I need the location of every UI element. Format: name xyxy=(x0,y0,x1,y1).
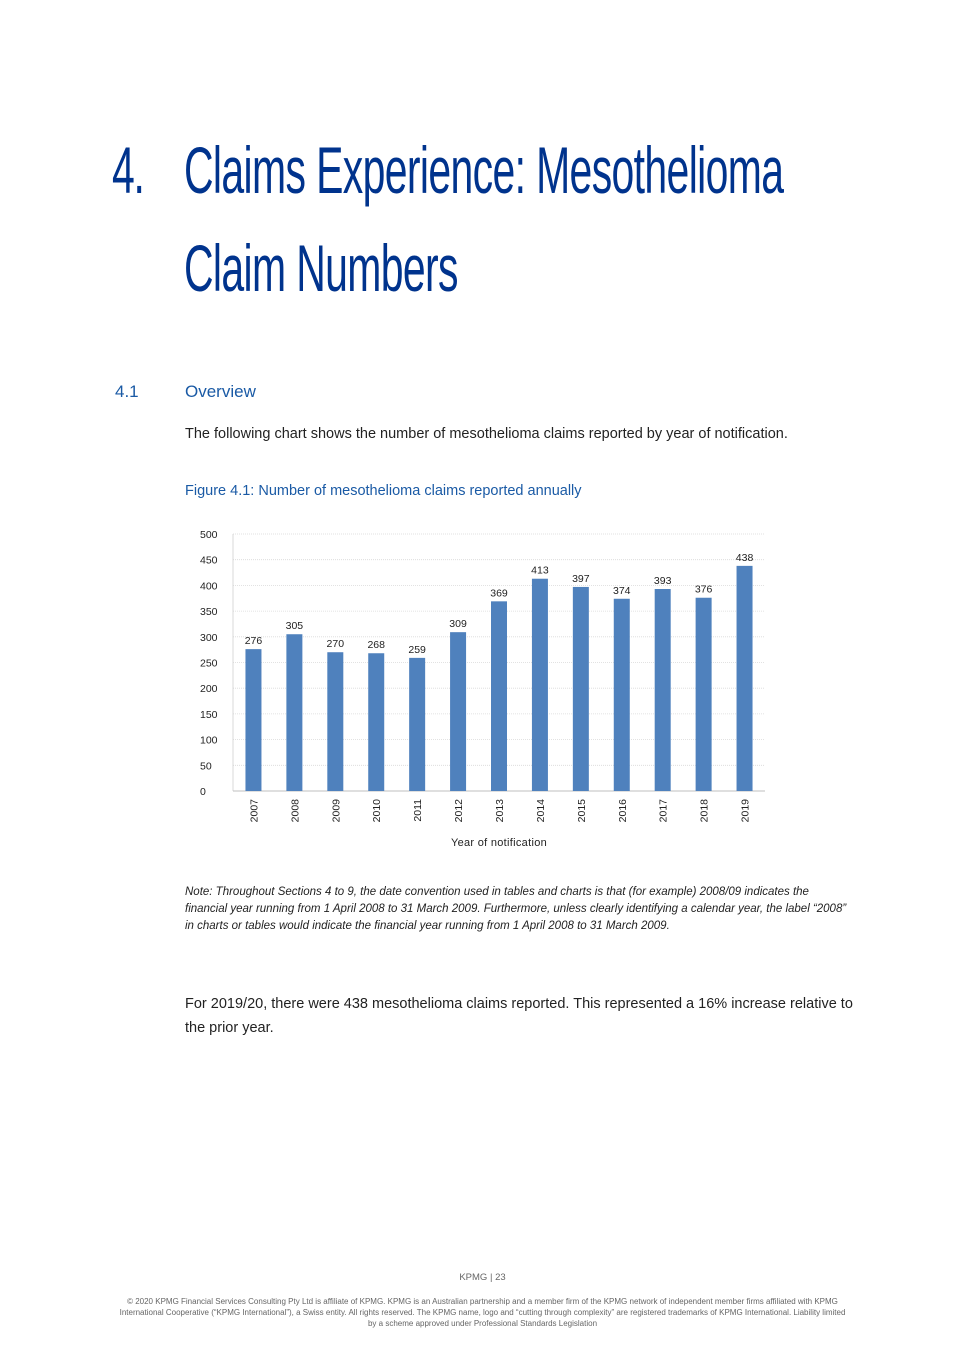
data-label: 309 xyxy=(449,618,467,631)
bar xyxy=(409,658,425,791)
bar xyxy=(368,653,384,791)
x-tick-label: 2019 xyxy=(739,799,752,823)
y-tick-label: 150 xyxy=(200,708,218,721)
x-tick-label: 2011 xyxy=(412,799,425,822)
y-tick-label: 350 xyxy=(200,606,218,619)
data-label: 438 xyxy=(735,551,754,564)
y-tick-label: 400 xyxy=(200,580,218,593)
x-tick-label: 2016 xyxy=(616,799,629,823)
chapter-number: 4. xyxy=(112,133,144,207)
bar xyxy=(327,652,343,791)
y-tick-label: 200 xyxy=(200,683,218,696)
x-tick-label: 2013 xyxy=(494,799,506,823)
bar xyxy=(655,589,671,791)
x-tick-label: 2009 xyxy=(330,799,343,823)
body-paragraph: For 2019/20, there were 438 mesothelioma claims reported. This represented a 16% increase relative to the prior year. xyxy=(185,996,853,1036)
x-tick-label: 2015 xyxy=(575,799,588,823)
data-label: 376 xyxy=(694,583,713,596)
bar-chart xyxy=(195,522,775,857)
data-label: 270 xyxy=(326,638,345,651)
chapter-title-line-1: Claims Experience: Mesothelioma xyxy=(184,133,784,207)
bar xyxy=(286,634,302,791)
y-tick-label: 100 xyxy=(200,734,218,747)
y-tick-label: 500 xyxy=(200,529,218,541)
page-number: KPMG | 23 xyxy=(459,1272,506,1283)
data-label: 397 xyxy=(572,572,590,585)
data-label: 268 xyxy=(367,639,385,652)
x-tick-label: 2010 xyxy=(371,799,384,823)
bar xyxy=(532,579,548,791)
y-tick-label: 0 xyxy=(200,786,206,798)
note-paragraph: Note: Throughout Sections 4 to 9, the date convention used in tables and charts is that (for example) 2008/09 indicates the financial year running from 1 April 2008 to 31 March 2009. Furthermore, unless clearly identifying a calendar year, the label “2008” in charts or tables would indicate the financial year running from 1 April 2008 to 31 March 2009. xyxy=(185,886,847,932)
bar xyxy=(573,587,589,791)
bar xyxy=(737,566,753,791)
bar xyxy=(614,599,630,791)
data-label: 259 xyxy=(408,643,426,656)
x-tick-label: 2008 xyxy=(289,799,302,823)
y-tick-label: 250 xyxy=(200,657,218,670)
x-tick-label: 2014 xyxy=(534,799,547,823)
y-tick-label: 300 xyxy=(200,631,218,644)
section-title: Overview xyxy=(185,382,256,401)
intro-paragraph: The following chart shows the number of mesothelioma claims reported by year of notification. xyxy=(185,426,788,442)
x-axis-title: Year of notification xyxy=(450,837,548,849)
x-tick-label: 2018 xyxy=(698,799,711,823)
data-label: 369 xyxy=(490,587,508,600)
footer-copyright: © 2020 KPMG Financial Services Consulting Pty Ltd is affiliate of KPMG. KPMG is an Australian partnership and a member firm of the KPMG network of independent member firms affiliated with KPMG International Cooperative (“KPMG International”), a Swiss entity. All rights reserved. The KPMG name, logo and “cutting through complexity” are registered trademarks of KPMG International. Liability limited by a scheme approved under Professional Standards Legislation xyxy=(119,1297,846,1328)
x-tick-label: 2007 xyxy=(248,799,261,823)
section-number: 4.1 xyxy=(115,382,139,401)
x-tick-label: 2017 xyxy=(657,799,670,823)
data-label: 413 xyxy=(531,564,549,577)
y-tick-label: 450 xyxy=(200,554,218,567)
figure-caption: Figure 4.1: Number of mesothelioma claims reported annually xyxy=(185,483,582,499)
bar xyxy=(450,632,466,791)
data-label: 393 xyxy=(653,574,672,587)
data-label: 276 xyxy=(244,635,263,648)
data-label: 305 xyxy=(285,620,304,633)
x-tick-label: 2012 xyxy=(453,799,466,823)
bar xyxy=(245,649,261,791)
data-label: 374 xyxy=(613,584,631,597)
y-tick-label: 50 xyxy=(200,760,212,773)
bar xyxy=(491,601,507,791)
chapter-title-line-2: Claim Numbers xyxy=(184,231,458,305)
bar xyxy=(696,598,712,791)
